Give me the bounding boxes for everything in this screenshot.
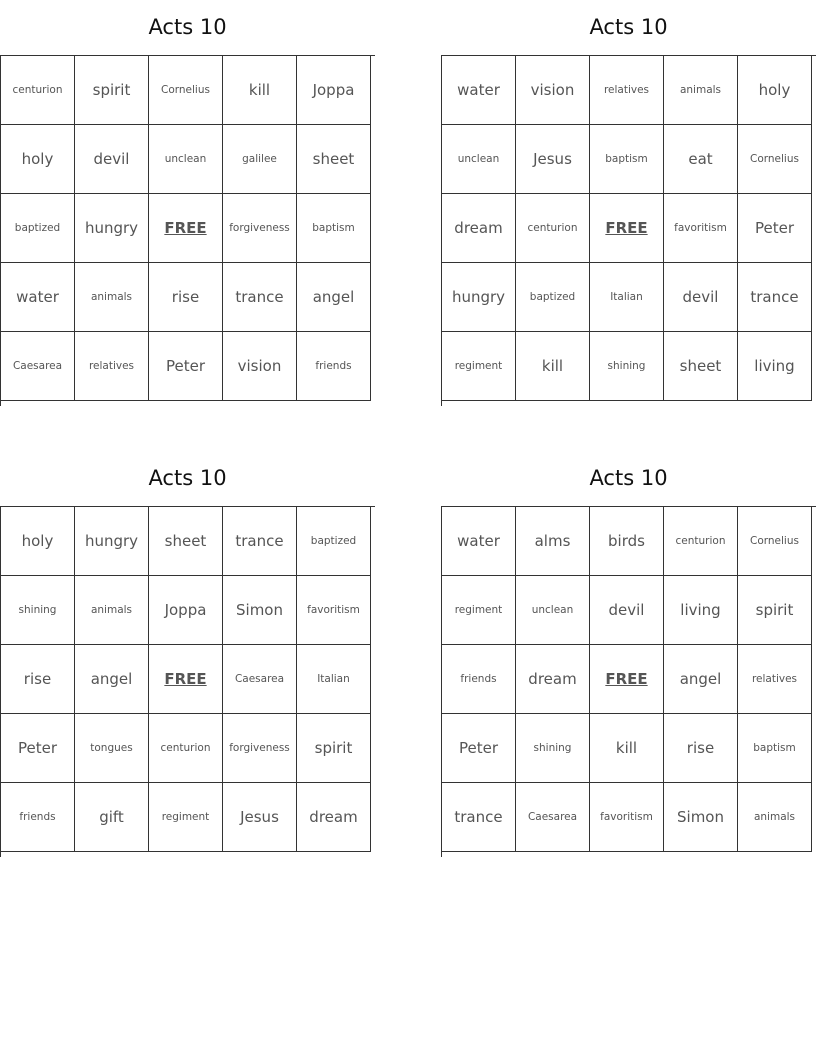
- bingo-cell: angel: [75, 645, 149, 714]
- bingo-cell: baptized: [297, 507, 371, 576]
- bingo-cell: favoritism: [297, 576, 371, 645]
- bingo-cell: holy: [738, 56, 812, 125]
- bingo-cell: Peter: [442, 714, 516, 783]
- bingo-cell: animals: [75, 576, 149, 645]
- bingo-cell: Peter: [738, 194, 812, 263]
- bingo-cell: rise: [149, 263, 223, 332]
- free-space: FREE: [590, 194, 664, 263]
- bingo-cell: hungry: [75, 194, 149, 263]
- bingo-cell: trance: [223, 507, 297, 576]
- bingo-cell: vision: [516, 56, 590, 125]
- bingo-cell: angel: [297, 263, 371, 332]
- bingo-cell: gift: [75, 783, 149, 852]
- bingo-cell: Jesus: [516, 125, 590, 194]
- bingo-cell: angel: [664, 645, 738, 714]
- bingo-cell: holy: [1, 507, 75, 576]
- bingo-cell: rise: [1, 645, 75, 714]
- bingo-cell: regiment: [149, 783, 223, 852]
- bingo-cell: baptized: [1, 194, 75, 263]
- bingo-cell: spirit: [297, 714, 371, 783]
- card-title: Acts 10: [148, 15, 227, 39]
- bingo-cell: trance: [442, 783, 516, 852]
- bingo-cell: water: [1, 263, 75, 332]
- bingo-cell: baptism: [590, 125, 664, 194]
- bingo-cell: forgiveness: [223, 714, 297, 783]
- card-title: Acts 10: [148, 466, 227, 490]
- bingo-cell: friends: [297, 332, 371, 401]
- bingo-cell: Peter: [1, 714, 75, 783]
- bingo-cell: shining: [1, 576, 75, 645]
- bingo-cell: baptized: [516, 263, 590, 332]
- bingo-cell: baptism: [297, 194, 371, 263]
- bingo-cell: Cornelius: [738, 125, 812, 194]
- bingo-cell: hungry: [75, 507, 149, 576]
- bingo-cell: relatives: [590, 56, 664, 125]
- bingo-cell: sheet: [149, 507, 223, 576]
- bingo-cell: friends: [1, 783, 75, 852]
- bingo-cell: Joppa: [297, 56, 371, 125]
- bingo-cell: kill: [516, 332, 590, 401]
- bingo-cell: kill: [590, 714, 664, 783]
- bingo-cell: sheet: [297, 125, 371, 194]
- free-space: FREE: [590, 645, 664, 714]
- bingo-cell: centurion: [1, 56, 75, 125]
- bingo-grid: [0, 506, 375, 857]
- bingo-cell: animals: [738, 783, 812, 852]
- bingo-cell: centurion: [664, 507, 738, 576]
- bingo-cell: relatives: [75, 332, 149, 401]
- bingo-cell: Joppa: [149, 576, 223, 645]
- bingo-cell: water: [442, 507, 516, 576]
- bingo-cell: Simon: [664, 783, 738, 852]
- bingo-cell: unclean: [149, 125, 223, 194]
- bingo-cell: trance: [738, 263, 812, 332]
- bingo-cell: regiment: [442, 576, 516, 645]
- bingo-cell: unclean: [442, 125, 516, 194]
- bingo-cell: Caesarea: [223, 645, 297, 714]
- bingo-cell: living: [664, 576, 738, 645]
- bingo-cell: Simon: [223, 576, 297, 645]
- bingo-cell: dream: [516, 645, 590, 714]
- bingo-cell: kill: [223, 56, 297, 125]
- bingo-cell: sheet: [664, 332, 738, 401]
- bingo-cell: rise: [664, 714, 738, 783]
- bingo-cell: tongues: [75, 714, 149, 783]
- bingo-cell: Jesus: [223, 783, 297, 852]
- bingo-cell: spirit: [738, 576, 812, 645]
- bingo-cell: animals: [75, 263, 149, 332]
- bingo-cell: devil: [664, 263, 738, 332]
- bingo-cell: spirit: [75, 56, 149, 125]
- free-space: FREE: [149, 645, 223, 714]
- bingo-grid: [441, 55, 816, 406]
- card-title: Acts 10: [589, 15, 668, 39]
- bingo-cell: living: [738, 332, 812, 401]
- bingo-cell: animals: [664, 56, 738, 125]
- bingo-cell: Cornelius: [149, 56, 223, 125]
- bingo-cell: forgiveness: [223, 194, 297, 263]
- bingo-cell: devil: [75, 125, 149, 194]
- bingo-cell: holy: [1, 125, 75, 194]
- bingo-cell: dream: [442, 194, 516, 263]
- free-space: FREE: [149, 194, 223, 263]
- bingo-grid: [0, 55, 375, 406]
- bingo-cell: favoritism: [664, 194, 738, 263]
- bingo-cell: shining: [516, 714, 590, 783]
- bingo-cell: eat: [664, 125, 738, 194]
- bingo-cell: unclean: [516, 576, 590, 645]
- bingo-cell: alms: [516, 507, 590, 576]
- bingo-cell: favoritism: [590, 783, 664, 852]
- bingo-cell: dream: [297, 783, 371, 852]
- bingo-cell: water: [442, 56, 516, 125]
- bingo-cell: centurion: [516, 194, 590, 263]
- bingo-cell: Caesarea: [516, 783, 590, 852]
- bingo-cell: Cornelius: [738, 507, 812, 576]
- bingo-cell: friends: [442, 645, 516, 714]
- bingo-cell: devil: [590, 576, 664, 645]
- bingo-cell: relatives: [738, 645, 812, 714]
- bingo-cell: trance: [223, 263, 297, 332]
- bingo-cell: baptism: [738, 714, 812, 783]
- bingo-cell: galilee: [223, 125, 297, 194]
- bingo-cell: hungry: [442, 263, 516, 332]
- bingo-cell: Italian: [590, 263, 664, 332]
- bingo-cell: Caesarea: [1, 332, 75, 401]
- bingo-cell: Peter: [149, 332, 223, 401]
- bingo-cell: centurion: [149, 714, 223, 783]
- bingo-cell: vision: [223, 332, 297, 401]
- bingo-grid: [441, 506, 816, 857]
- card-title: Acts 10: [589, 466, 668, 490]
- bingo-cell: Italian: [297, 645, 371, 714]
- bingo-cell: shining: [590, 332, 664, 401]
- bingo-cell: birds: [590, 507, 664, 576]
- bingo-cell: regiment: [442, 332, 516, 401]
